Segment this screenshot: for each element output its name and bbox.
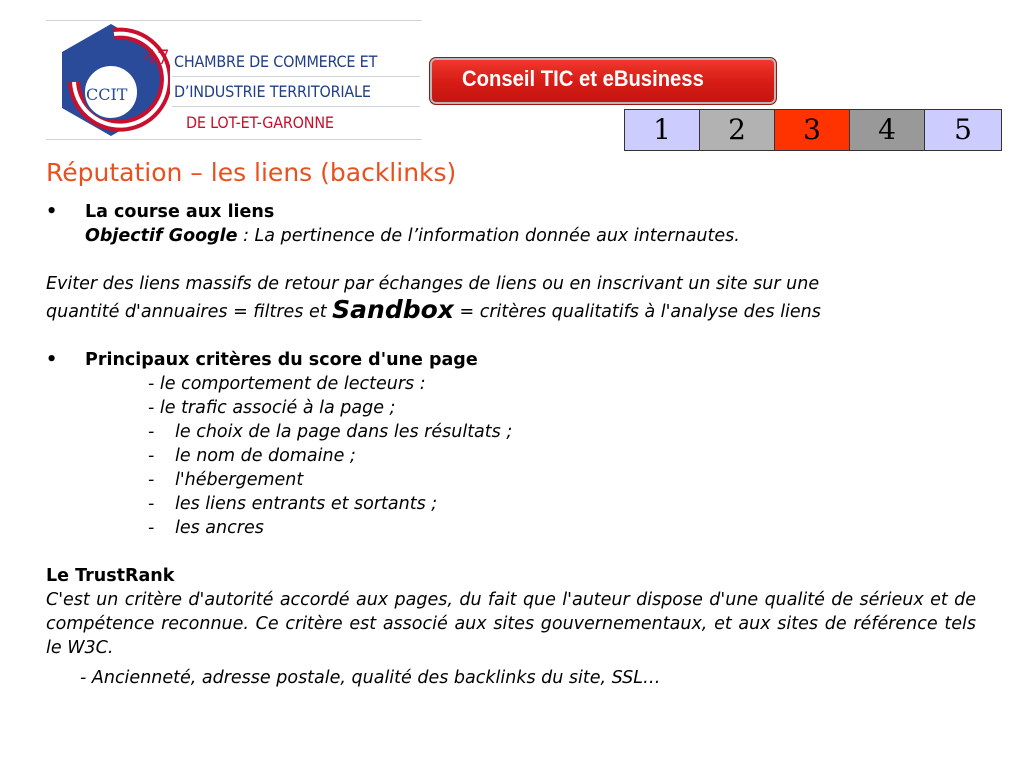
page-5-link[interactable]: 5 [925, 110, 1001, 150]
logo-number: 47 [144, 45, 170, 69]
criteria-item: - les liens entrants et sortants ; [148, 494, 438, 514]
objective-line [46, 224, 976, 248]
page-1-link[interactable]: 1 [625, 110, 700, 150]
criteria-item: - le nom de domaine ; [148, 446, 356, 466]
paragraph-line-2 [46, 295, 976, 324]
logo-line-3: DE LOT-ET-GARONNE [186, 113, 334, 132]
sandbox-emphasis: Sandbox [332, 295, 454, 324]
page-3-link-current[interactable]: 3 [775, 110, 850, 150]
paragraph-line-2-end: = critères qualitatifs à l'analyse des liens [453, 302, 821, 322]
logo-acronym: CCIT [86, 85, 128, 104]
page-2-link[interactable]: 2 [700, 110, 775, 150]
paragraph-line-1: Eviter des liens massifs de retour par échanges de liens ou en inscrivant un site sur une [46, 274, 820, 294]
criteria-item: - l'hébergement [148, 470, 304, 490]
criteria-item: - le trafic associé à la page ; [148, 398, 396, 418]
trustrank-factors: - Ancienneté, adresse postale, qualité des backlinks du site, SSL… [80, 668, 661, 688]
criteria-item: - le comportement de lecteurs : [148, 374, 426, 394]
slide-content [46, 200, 976, 690]
logo-line-1: CHAMBRE DE COMMERCE ET [174, 52, 378, 71]
logo-divider [172, 106, 420, 107]
bullet-course-aux-liens: • La course aux liens [46, 200, 976, 224]
banner-label: Conseil TIC et eBusiness [462, 66, 704, 91]
page-4-link[interactable]: 4 [850, 110, 925, 150]
ccit-emblem-icon [52, 22, 170, 138]
trustrank-text: C'est un critère d'autorité accordé aux pages, du fait que l'auteur dispose d'une qualité de sérieux et de compétence reconnue. Ce critère est associé aux sites gouvernementaux, et aux sites de référence tels le W3C. [46, 590, 976, 658]
paragraph-line-2-start: quantité d'annuaires = filtres et [46, 302, 333, 322]
criteria-item: - les ancres [148, 518, 264, 538]
logo-divider [172, 76, 420, 77]
conseil-tic-banner [429, 57, 777, 105]
criteria-item: - le choix de la page dans les résultats ; [148, 422, 513, 442]
objective-label: Objectif Google [85, 226, 238, 246]
trustrank-heading: Le TrustRank [46, 566, 175, 586]
logo-line-2: D’INDUSTRIE TERRITORIALE [174, 82, 371, 101]
objective-text: : La pertinence de l’information donnée aux internautes. [237, 226, 740, 246]
slide-title: Réputation – les liens (backlinks) [46, 158, 457, 187]
page-navigation [624, 109, 1002, 151]
bullet-principaux-criteres: • Principaux critères du score d'une page [46, 348, 976, 372]
ccit-logo [46, 20, 422, 140]
